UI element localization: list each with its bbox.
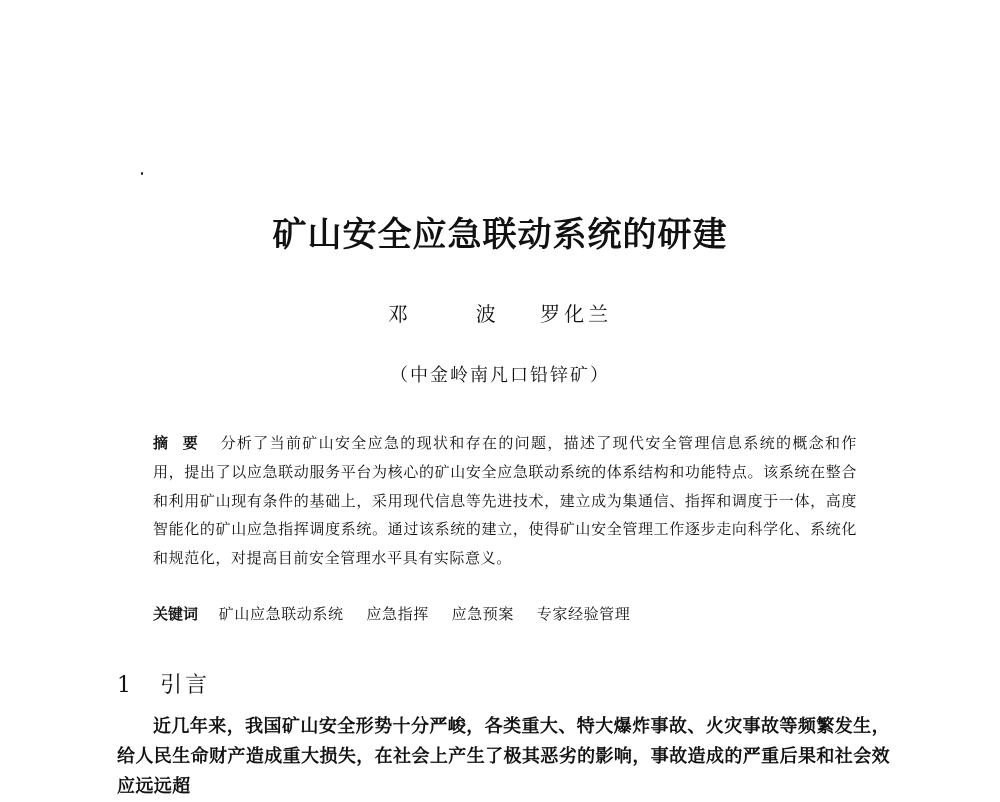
author-list	[0, 300, 1000, 328]
keyword: 矿山应急联动系统	[218, 605, 344, 623]
scan-speck	[141, 172, 143, 175]
author-name: 罗化兰	[540, 302, 613, 326]
keyword: 应急指挥	[366, 605, 429, 623]
keywords	[153, 600, 873, 628]
abstract-text: 分析了当前矿山安全应急的现状和存在的问题，描述了现代安全管理信息系统的概念和作用，提出了以应急联动服务平台为核心的矿山安全应急联动系统的体系结构和功能特点。该系统在整合和利用矿山现有条件的基础上，采用现代信息等先进技术，建立成为集通信、指挥和调度于一体，高度智能化的矿山应急指挥调度系统。通过该系统的建立，使得矿山安全管理工作逐步走向科学化、系统化和规范化，对提高目前安全管理水平具有实际意义。	[153, 434, 857, 568]
section-number: 1	[117, 673, 131, 698]
abstract-label: 摘要	[153, 434, 213, 452]
keyword: 应急预案	[451, 605, 514, 623]
section-title: 引言	[160, 673, 211, 698]
body-paragraph: 近几年来，我国矿山安全形势十分严峻，各类重大、特大爆炸事故、火灾事故等频繁发生，给人民生命财产造成重大损失，在社会上产生了极其恶劣的影响，事故造成的严重后果和社会效应远远超	[117, 716, 890, 797]
keyword: 专家经验管理	[536, 605, 631, 623]
paper-title: 矿山安全应急联动系统的研建	[272, 215, 728, 255]
affiliation: （中金岭南凡口铅锌矿）	[390, 365, 610, 386]
section-heading	[117, 669, 210, 703]
keywords-label: 关键词	[153, 605, 199, 623]
abstract	[153, 429, 857, 573]
author-name: 邓 波	[387, 302, 520, 326]
